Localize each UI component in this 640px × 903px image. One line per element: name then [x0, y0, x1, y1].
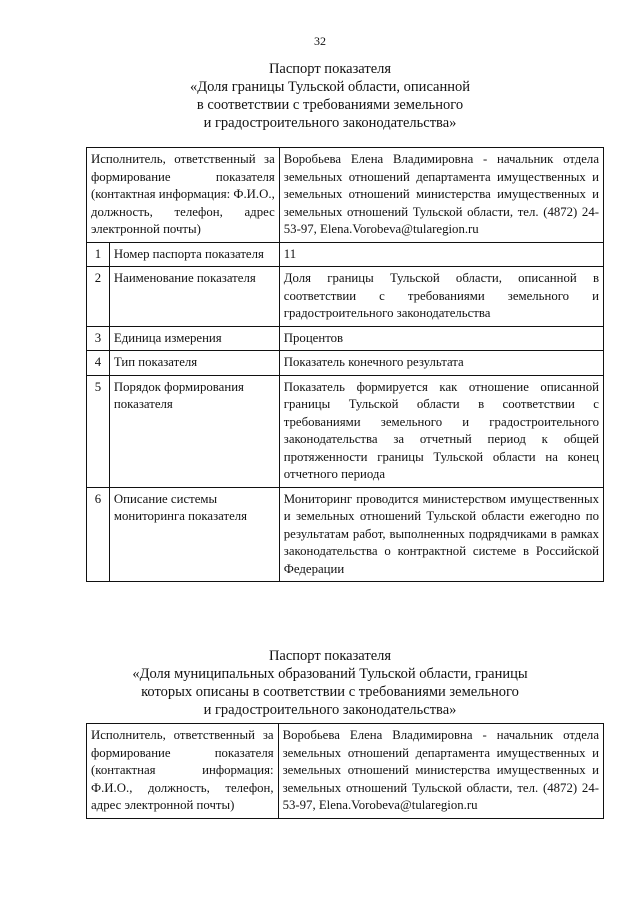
passport-1-title: [60, 60, 600, 132]
row-label: Единица измерения: [109, 326, 279, 351]
row-number: 2: [87, 267, 110, 327]
row-value: Показатель конечного результата: [279, 351, 603, 376]
executor-label: Исполнитель, ответственный за формирование показателя (контактная информация: Ф.И.О., должность, телефон, адрес электронной почты): [87, 724, 279, 819]
row-label: Номер паспорта показателя: [109, 242, 279, 267]
table-row: [87, 375, 604, 487]
passport-1-table: [86, 147, 604, 582]
row-number: 5: [87, 375, 110, 487]
table-row: [87, 148, 604, 243]
table-row: [87, 724, 604, 819]
row-value: Процентов: [279, 326, 603, 351]
row-value: Показатель формируется как отношение описанной границы Тульской области в соответствии с требованиями земельного и градостроительного законодательства за отчетный период к общей протяженности границы Тульской области на конец отчетного периода: [279, 375, 603, 487]
executor-label: Исполнитель, ответственный за формирование показателя (контактная информация: Ф.И.О., должность, телефон, адрес электронной почты): [87, 148, 280, 243]
table-row: [87, 487, 604, 582]
executor-value: Воробьева Елена Владимировна - начальник отдела земельных отношений департамента имущественных и земельных отношений министерства имущественных и земельных отношений Тульской области, тел. (4872) 24-53-97, Elena.Vorobeva@tularegion.ru: [278, 724, 603, 819]
row-value: Мониторинг проводится министерством имущественных и земельных отношений Тульской области ежегодно по результатам работ, выполненных подрядчиками в рамках законодательства о контрактной системе в Российской Федерации: [279, 487, 603, 582]
title-line: и градостроительного законодательства»: [203, 115, 457, 131]
table-row: [87, 326, 604, 351]
passport-2-table: [86, 723, 604, 819]
title-line: «Доля муниципальных образований Тульской области, границы: [132, 666, 528, 682]
row-value: Доля границы Тульской области, описанной в соответствии с требованиями земельного и градостроительного законодательства: [279, 267, 603, 327]
passport-2-title: [60, 647, 600, 719]
row-number: 6: [87, 487, 110, 582]
title-line: Паспорт показателя: [268, 648, 392, 664]
row-value: 11: [279, 242, 603, 267]
row-number: 1: [87, 242, 110, 267]
row-label: Описание системы мониторинга показателя: [109, 487, 279, 582]
row-number: 4: [87, 351, 110, 376]
title-line: в соответствии с требованиями земельного: [196, 97, 464, 113]
table-row: [87, 267, 604, 327]
row-label: Наименование показателя: [109, 267, 279, 327]
row-number: 3: [87, 326, 110, 351]
row-label: Порядок формирования показателя: [109, 375, 279, 487]
title-line: которых описаны в соответствии с требованиями земельного: [141, 684, 519, 700]
row-label: Тип показателя: [109, 351, 279, 376]
table-row: [87, 351, 604, 376]
title-line: Паспорт показателя: [268, 61, 392, 77]
page-number: 32: [314, 34, 326, 48]
title-line: и градостроительного законодательства»: [203, 702, 457, 718]
table-row: [87, 242, 604, 267]
title-line: «Доля границы Тульской области, описанной: [189, 79, 471, 95]
executor-value: Воробьева Елена Владимировна - начальник отдела земельных отношений департамента имущественных и земельных отношений министерства имущественных и земельных отношений Тульской области, тел. (4872) 24-53-97, Elena.Vorobeva@tularegion.ru: [279, 148, 603, 243]
